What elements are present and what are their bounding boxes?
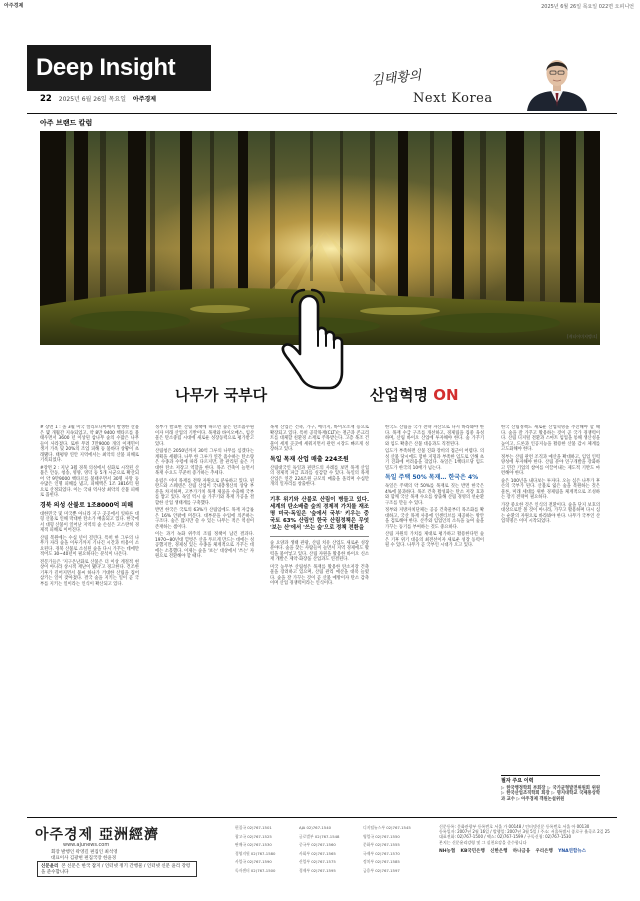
bio-text: ▷ 한국행정학회 부회장 ▷ 국가균형발전위원회 위원 ▷ 한국산업조직학회 회장 ▷ 명지대학교 국제통상학과 교수 ▷ 아주경제 객원논설위원: [501, 785, 600, 802]
paragraph: 독일은 주택의 약 50%를 목재로 짓는 반면 한국은 4%에 불과하다. 목조 건축 활성화는 탄소 저장 효과와 함께 국산 목재 수요를 창출해 산림 경영의 선순환 구조를 만들 수 있다.: [385, 484, 484, 506]
paragraph: 정부와 지방자치단체는 공공 건축물부터 목조화를 확대하고, 국산 목재 사용에 인센티브를 제공하는 방안을 검토해야 한다. 산주와 임업인의 소득을 높여 숲을 가꾸는 동기를 부여하는 것도 중요하다.: [385, 508, 484, 530]
directory-entry: 영업국 02)767-1550: [363, 833, 400, 839]
article-column-2: [155, 425, 254, 802]
directory-entry: 경제부 02)767-1595: [299, 867, 336, 873]
masthead-rule: [27, 113, 617, 114]
directory-entry: 사업국 02)767-1590: [235, 859, 272, 864]
bio-title: 필자 주요 이력: [501, 778, 534, 784]
topline-date: 2025년 6월 26일 목요일 022면 오피니언: [541, 4, 634, 10]
subheading-housing: 독일 주택 50% 목재… 한국은 4%: [385, 474, 479, 481]
ethics-notice: 신문윤리 본 신문은 한국 잡지 / 인터넷 정기 간행물 / 인터넷 신문 윤리 강령을 준수합니다: [37, 861, 197, 877]
paragraph: 산림 복원에는 수십 년이 걸린다. 특히 한 그루의 나무가 자라 숲을 이루기까지 기나긴 시간과 비용이 소요된다. 경북 산불로 소실된 숲을 다시 가꾸는 데에만 적어도 30~40년이 필요하다는 분석이 나온다.: [40, 535, 139, 557]
masthead: [27, 45, 617, 113]
page-footer: [27, 817, 617, 883]
paragraph: 한국 산림정책도 새로운 산업혁명을 추진해야 할 때다. 숲을 잘 가꾸고 활용하는 것이 곧 국가 경쟁력이다. 산림 디지털 전환과 스마트 임업을 통해 생산성을 높이고, 드론과 인공지능을 활용한 산불 감시 체계를 고도화해야 한다.: [501, 425, 600, 452]
directory-entry: 디지털뉴스부 02)767-1545: [363, 825, 411, 830]
footer-staff: 회장 발행인 곽영길 편집인 최석영 대표이사 김광현 편집국장 한윤경: [51, 850, 118, 861]
headline-right: [370, 384, 459, 405]
partner-logo: NH농협: [439, 848, 456, 854]
series-title: Next Korea: [413, 91, 493, 106]
partner-logo: YNA연합뉴스: [558, 848, 587, 854]
paragraph: 목재 산업은 건축, 가구, 에너지, 바이오소재 등으로 확장되고 있다. 특히 공학목재(CLT)는 철근과 콘크리트를 대체할 친환경 소재로 주목받는다. 고층 목조 건물이 세계 곳곳에 세워지면서 관련 시장도 빠르게 성장하고 있다.: [270, 425, 369, 452]
directory-entry: 금융부 02)767-1597: [363, 867, 400, 873]
paragraph: 이는 과거 녹화 위주의 조림 정책이 남긴 결과다. 1970~80년대 헐벗은 산을 푸르게 만드는 데에는 성공했지만, 경제성 있는 수종을 체계적으로 가꾸는 데에는 소홀했다. 이제는 숲을 '보는' 대상에서 '쓰는' 자원으로 전환해야 할 때다.: [155, 532, 254, 559]
article-column-3: [270, 425, 369, 802]
paragraph: 정부가 발표한 산림 정책에 따르면 숲은 탄소흡수원이자 미래 산업의 기반이다. 목재와 바이오매스, 임산물은 탄소중립 시대에 새로운 성장동력으로 평가받고 있다.: [155, 425, 254, 447]
partner-logo: 우리은행: [535, 848, 553, 854]
directory-entry: 국제부 02)767-1570: [363, 850, 400, 856]
issue-date: 2025년 6월 26일 목요일: [58, 96, 126, 103]
headline-right-text: 산업혁명: [370, 386, 428, 404]
directory-entry: 편집국 02)767-1501: [235, 825, 272, 830]
paragraph: 산림 자원의 가치를 제대로 평가하고 활용한다면 숲은 기후 위기 대응의 최전선이자 새로운 성장 동력이 될 수 있다. 나무가 곧 국부인 시대가 오고 있다.: [385, 532, 484, 548]
paragraph: 전문가들은 '지구온난화로 산불은 더 이상 계절적 현상이 아니라 상시적 재난이 됐다'고 경고한다. 건조한 기후가 길어지면서 불씨 하나가 거대한 산림을 집어삼키는 일이 잦아졌다. 결국 숲을 지키는 일이 곧 국부를 지키는 일이라는 인식이 확산되고 있다.: [40, 559, 139, 587]
article-column-5: [501, 425, 600, 802]
paragraph: 산림청은 2050년까지 30억 그루의 나무를 심겠다는 계획을 세웠다. 나무 한 그루가 연간 흡수하는 탄소량은 수종과 수령에 따라 다르지만, 잘 관리된 숲은 거대한 탄소 저장고 역할을 한다. 목조 건축이 늘면서 목재 수요도 꾸준히 증가하는 추세다.: [155, 449, 254, 476]
headline-left: 나무가 국부다: [175, 386, 268, 404]
paragraph: #장면 2 : 지난 3월 경북 의성에서 실화로 시작된 산불은 안동, 청송, 영양, 영덕 등 5개 시군으로 확산되어 약 9만9000 헥타르를 불태우면서 30명 사망 등 수많은 인명 피해를 냈고, 피해액은 1조 3816억 원으로 산정되었다. 이는 국내 역사상 최악의 산불 피해로 꼽힌다.: [40, 465, 139, 498]
directory-entry: 중국부 02)767-1560: [299, 842, 336, 847]
partner-logo: 신한은행: [490, 848, 508, 854]
paragraph: 반면 한국은 국토의 63%가 산림임에도 목재 자급률은 16% 안팎에 머문다. 대부분을 수입에 의존하는 구조다. 숲은 많지만 쓸 수 있는 나무는 적은 역설이 존재하는 셈이다.: [155, 508, 254, 530]
article-body: [40, 425, 600, 802]
column-title: Deep Insight: [36, 54, 176, 81]
partner-logos: [439, 848, 617, 854]
directory-entry: 독자센터 02)767-1500: [235, 867, 276, 873]
paragraph: 정부는 산림 관련 조직과 예산을 확대하고, 임업 인력 양성에 투자해야 한다. 산림 분야 연구개발을 강화하고 민간 기업의 참여를 이끌어내는 제도적 기반도 마련해야 한다.: [501, 454, 600, 476]
directory-entry: 사회부 02)767-1565: [299, 850, 336, 856]
footer-directory: [235, 825, 425, 877]
author-bio: [501, 775, 600, 802]
subheading-germany: 독일 목재 산업 매출 224조원: [270, 455, 349, 463]
author-signature: 김태황의: [370, 68, 423, 89]
directory-entry: 광고국 02)767-1525: [235, 833, 272, 839]
pointing-hand-icon: [280, 280, 348, 394]
paragraph: 한국도 산림을 국가 전략 자산으로 다시 바라봐야 한다. 목재 수급 구조를 개선하고, 경제림을 집중 육성하며, 산림 바이오 산업에 투자해야 한다. 숲 가꾸기와 임도 확충은 산불 대응과도 직결된다.: [385, 425, 484, 447]
article-column-4: [385, 425, 484, 802]
directory-entry: 정치부 02)767-1585: [363, 859, 400, 864]
footer-logo: 아주경제 亞洲經濟: [35, 827, 159, 843]
directory-entry: 문화부 02)767-1555: [363, 842, 400, 847]
headline-right-accent: ON: [433, 386, 459, 404]
partner-logo: KB국민은행: [460, 848, 485, 854]
directory-entry: 경영지원 02)767-1580: [235, 850, 276, 856]
paper-name: 아주경제: [132, 96, 157, 103]
paragraph: 유럽은 이미 목재를 전략 자원으로 분류하고 있다. 핀란드와 스웨덴은 산림 산업이 국내총생산의 상당 부분을 차지하며, 고부가가치 목재 제품을 수출해 국부를 쌓고 있다. 독일 역시 숲 가꾸기와 목재 가공을 결합한 산업 생태계를 구축했다.: [155, 478, 254, 506]
page-topline: [0, 0, 640, 12]
footer-info: 신문등록: 문화관광부 등록번호 서울 가 00148 / 인터넷신문 등록번호 서울 아 00130 등록일자: 2007년 2월 16일 / 발행일: 2007년 3월 5일 / 주소: 서울특별시 종로구 율곡로 2길 25 대표전화: 02)767-1500 / 팩스: 02)767-1599 / 구독신청: 02)767-1530 본지는 신문윤리강령 및 그 실천요강을 준수합니다 NH농협 KB국민은행 신한은행 하나금융 우리은행 YNA연합뉴스: [439, 824, 617, 880]
pull-quote: 기후 위기와 산불로 산림이 병들고 있다. 세계의 탄소배출 숲의 경제적 가치를 재조명 미국·독일은 '숲에서 국부' 키우는 중 국토 63% 산림인 한국 산림정책은 무엇 '보는 산'에서 '쓰는 숲'으로 정책 전환을: [270, 492, 369, 537]
issue-line: [40, 94, 156, 104]
paragraph: 대한민국 및 미국뿐 아니라 지구 곳곳에서 잇따른 대형 산불로 인해 막대한 탄소가 배출되고 있다. 한국에서 대형 산불이 일어난 지역의 숲 손실은 고스란히 경제적 피해로 이어진다.: [40, 511, 139, 533]
paragraph: 임도가 부족하면 산불 진화 장비의 접근이 어렵다. 의성 산불 당시에도 험한 지형과 부족한 임도로 인해 초기 진화에 어려움을 겪었다. 독일은 1헥타르당 임도 밀도가 한국의 10배가 넘는다.: [385, 449, 484, 471]
directory-entry: 산업부 02)767-1575: [299, 859, 336, 864]
paragraph: 숲은 100년을 내다보는 투자다. 오늘 심은 나무가 후손의 국부가 된다. 산불로 잃은 숲을 복원하는 것은 물론, 미래 세대를 위한 경제림을 체계적으로 조성하는 장기 전략이 필요하다.: [501, 478, 600, 500]
author-portrait: [523, 51, 591, 111]
article-column-1: [40, 425, 139, 802]
footer-url[interactable]: www.ajunews.com: [63, 842, 110, 848]
paragraph: # 장면 1 : 올 3월 미국 캘리포니아에서 발생한 산불은 몇 개월간 지속되었고, 약 8만 9400 헥타르를 불태우면서 3600 년 이상된 삼나무 숲의 수많은 나무들이 사라졌다. 또한 무려 7만9000 개의 이재민이 생겨 가옥 및 20%의 조업 피해 등 불바다 상황이 초래됐다. 태평양 연안 지역에서는 최악의 산불 피해로 기록되었다.: [40, 425, 139, 463]
paragraph: 미국 농무부 산림청은 목재를 활용한 탄소저장 건축물을 장려하고 있으며, 산림 관리 예산을 대폭 늘렸다. 숲을 잘 가꾸는 것이 곧 산불 예방이자 탄소 감축이며 산업 경쟁력이라는 인식이다.: [270, 564, 369, 586]
paragraph: 산림대국인 독일과 핀란드의 사례를 보면 목재 산업의 경제적 파급 효과를 실감할 수 있다. 독일의 목재 산업은 연간 224조원 규모의 매출을 올리며 수십만 개의 일자리를 창출한다.: [270, 465, 369, 487]
partner-logo: 하나금융: [512, 848, 531, 854]
subheading-uiseong: 경북 의성 산불로 1조8000억 피해: [40, 501, 133, 509]
paragraph: 숲 요양과 생태 관광, 산림 치유 산업도 새로운 성장 분야다. 숲을 찾는 사람들이 늘면서 지역 경제에도 활력을 불어넣고 있다. 산림 자원을 활용한 바이오 신소재 개발은 제약·화장품 산업과도 연결된다.: [270, 540, 369, 562]
directory-entry: 글로벌부 02)767-1548: [299, 833, 340, 839]
page-number: 22: [40, 94, 52, 104]
directory-entry: 판매국 02)767-1530: [235, 842, 272, 847]
topline-brand: 아주경제: [4, 3, 24, 9]
directory-entry: AJA 02)767-1540: [299, 825, 332, 830]
photo-credit: [게티이미지뱅크]: [567, 334, 598, 339]
paragraph: 가장 중요한 것은 인식의 전환이다. 숲을 단지 보호의 대상으로만 볼 것이 아니라, 가꾸고 활용하며 다시 심는 순환의 자원으로 바라봐야 한다. 나무가 국부인 산업혁명은 이미 시작되었다.: [501, 502, 600, 524]
section-label: 아주 브랜드 칼럼: [40, 119, 93, 127]
column-brand-box: [27, 45, 211, 91]
